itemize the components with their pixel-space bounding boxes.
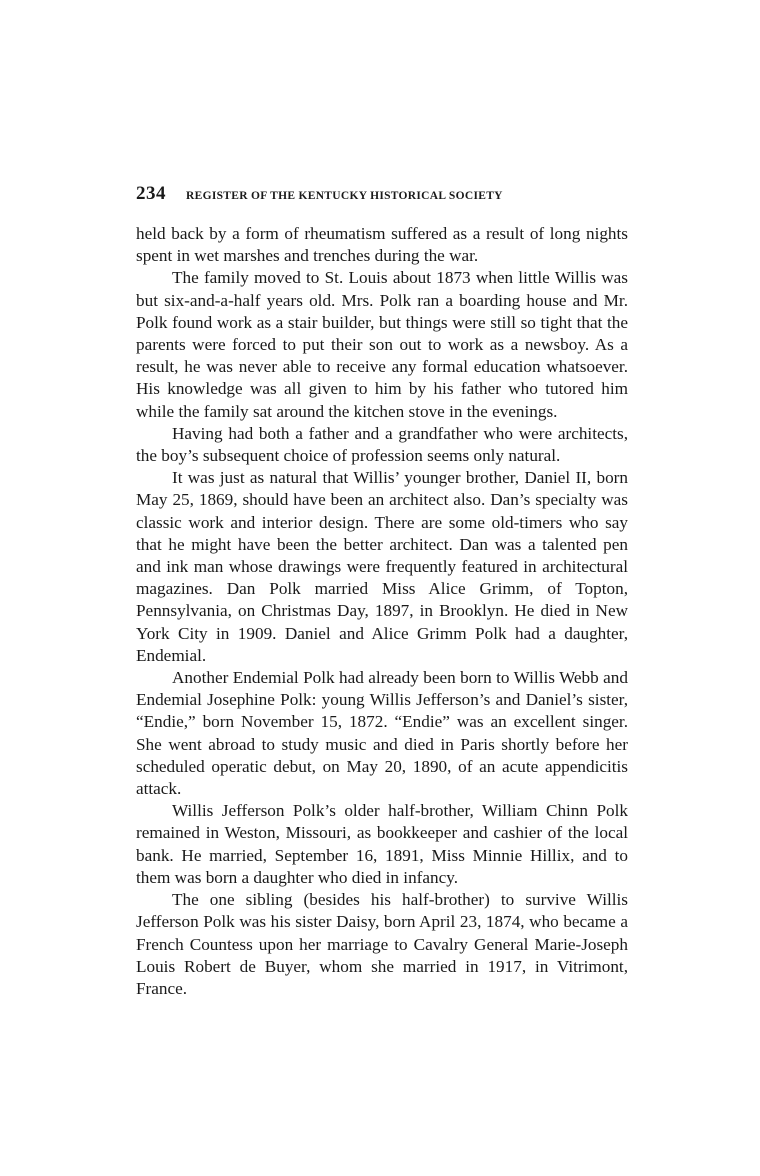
paragraph-endie-polk: Another Endemial Polk had already been born to Willis Webb and Endemial Josephine Polk: young Willis Jefferson’s and Daniel’s sister, “Endie,” born November 15, 1872. “Endie” was an excellent singer. She went abroad to study music and died in Paris shortly before her scheduled operatic debut, on May 20, 1890, of an acute appendicitis attack. xyxy=(136,668,628,799)
paragraph-daisy-polk: The one sibling (besides his half-brother) to survive Willis Jefferson Polk was his sister Daisy, born April 23, 1874, who became a French Countess upon her marriage to Cavalry General Marie-Joseph Louis Robert de Buyer, whom she married in 1917, in Vitrimont, France. xyxy=(136,890,628,998)
paragraph-william-chinn-polk: Willis Jefferson Polk’s older half-brother, William Chinn Polk remained in Weston, Missouri, as bookkeeper and cashier of the local bank. He married, September 16, 1891, Miss Minnie Hillix, and to them was born a daughter who died in infancy. xyxy=(136,801,628,887)
paragraph-choice-of-profession: Having had both a father and a grandfather who were architects, the boy’s subsequent choice of profession seems only natural. xyxy=(136,423,628,466)
body-text xyxy=(136,223,628,1000)
page-number: 234 xyxy=(136,183,166,204)
paragraph-daniel-polk: It was just as natural that Willis’ younger brother, Daniel II, born May 25, 1869, should have been an architect also. Dan’s specialty was classic work and interior design. There are some old-timers who say that he might have been the better architect. Dan was a talented pen and ink man whose drawings were frequently featured in architectural magazines. Dan Polk married Miss Alice Grimm, of Topton, Pennsylvania, on Christmas Day, 1897, in Brooklyn. He died in New York City in 1909. Daniel and Alice Grimm Polk had a daughter, Endemial. xyxy=(136,468,628,665)
paragraph-move-to-st-louis: The family moved to St. Louis about 1873 when little Willis was but six-and-a-half years old. Mrs. Polk ran a boarding house and Mr. Polk found work as a stair builder, but things were still so tight that the parents were forced to put their son out to work as a newsboy. As a result, he was never able to receive any formal education whatsoever. His knowledge was all given to him by his father who tutored him while the family sat around the kitchen stove in the evenings. xyxy=(136,268,628,421)
paragraph-continuation: held back by a form of rheumatism suffered as a result of long nights spent in wet marshes and trenches during the war. xyxy=(136,224,628,266)
page-header xyxy=(136,183,628,211)
running-head: REGISTER OF THE KENTUCKY HISTORICAL SOCIETY xyxy=(186,190,503,202)
